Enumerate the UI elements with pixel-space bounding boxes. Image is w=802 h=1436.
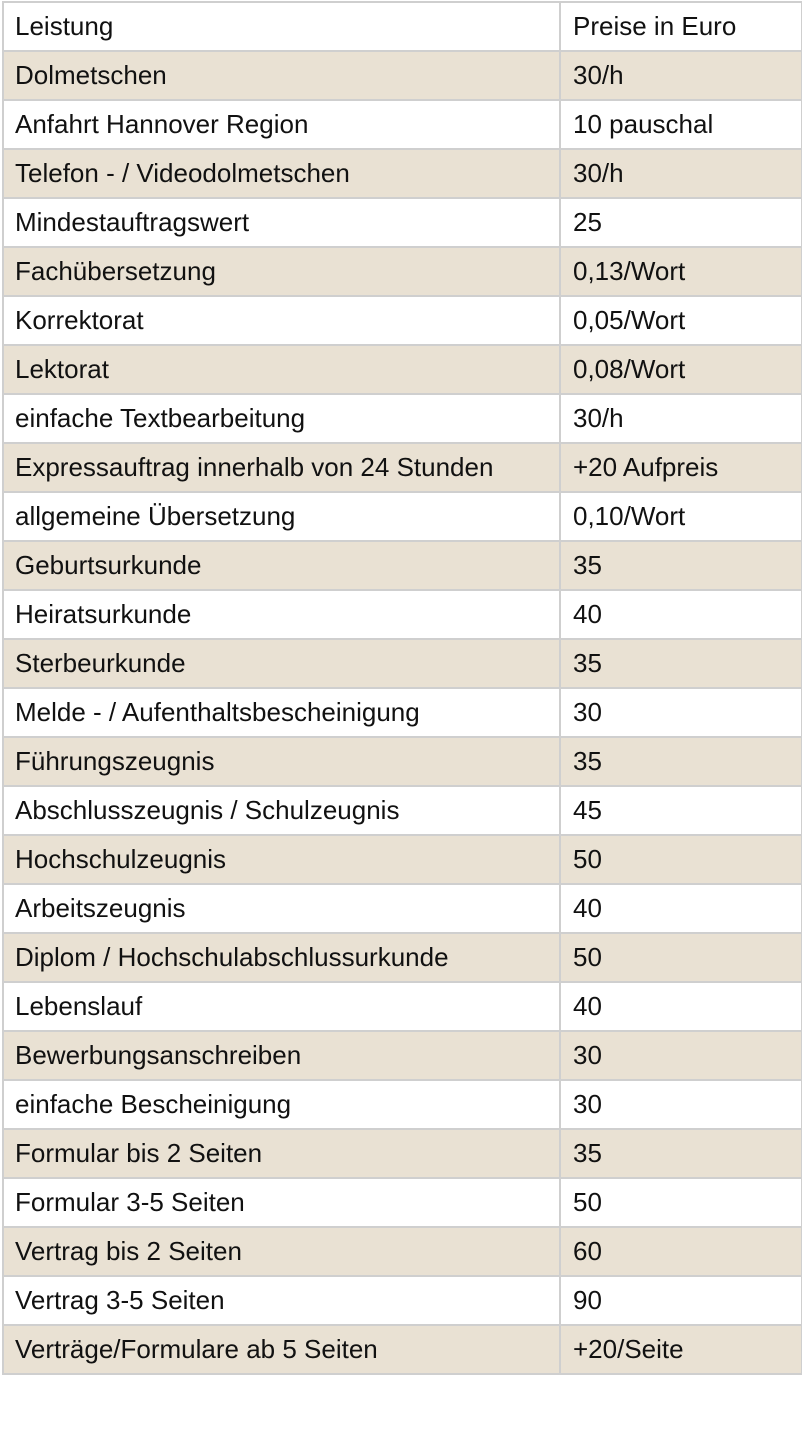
table-row bbox=[3, 786, 802, 835]
table-row bbox=[3, 688, 802, 737]
price-cell: 50 bbox=[560, 835, 802, 884]
table-row bbox=[3, 443, 802, 492]
price-cell: 35 bbox=[560, 737, 802, 786]
table-row bbox=[3, 1227, 802, 1276]
service-cell: Sterbeurkunde bbox=[3, 639, 560, 688]
service-cell: Formular 3-5 Seiten bbox=[3, 1178, 560, 1227]
service-cell: Vertrag bis 2 Seiten bbox=[3, 1227, 560, 1276]
service-cell: Vertrag 3-5 Seiten bbox=[3, 1276, 560, 1325]
service-cell: Melde - / Aufenthaltsbescheinigung bbox=[3, 688, 560, 737]
table-row bbox=[3, 884, 802, 933]
price-cell: 50 bbox=[560, 933, 802, 982]
table-row bbox=[3, 296, 802, 345]
service-cell: Mindestauftragswert bbox=[3, 198, 560, 247]
service-cell: Führungszeugnis bbox=[3, 737, 560, 786]
price-cell: 10 pauschal bbox=[560, 100, 802, 149]
service-cell: Diplom / Hochschulabschlussurkunde bbox=[3, 933, 560, 982]
table-row bbox=[3, 100, 802, 149]
price-cell: 60 bbox=[560, 1227, 802, 1276]
price-cell: 30/h bbox=[560, 149, 802, 198]
price-cell: 40 bbox=[560, 590, 802, 639]
service-cell: Lebenslauf bbox=[3, 982, 560, 1031]
table-row bbox=[3, 1080, 802, 1129]
table-row bbox=[3, 933, 802, 982]
table-row bbox=[3, 1129, 802, 1178]
table-row bbox=[3, 345, 802, 394]
price-cell: 0,08/Wort bbox=[560, 345, 802, 394]
price-cell: 0,05/Wort bbox=[560, 296, 802, 345]
service-cell: Telefon - / Videodolmetschen bbox=[3, 149, 560, 198]
table-row bbox=[3, 247, 802, 296]
service-cell: Bewerbungsanschreiben bbox=[3, 1031, 560, 1080]
price-cell: 40 bbox=[560, 982, 802, 1031]
service-cell: Geburtsurkunde bbox=[3, 541, 560, 590]
service-cell: Verträge/Formulare ab 5 Seiten bbox=[3, 1325, 560, 1374]
table-row bbox=[3, 590, 802, 639]
price-cell: 0,10/Wort bbox=[560, 492, 802, 541]
service-cell: Lektorat bbox=[3, 345, 560, 394]
service-cell: Korrektorat bbox=[3, 296, 560, 345]
service-cell: einfache Textbearbeitung bbox=[3, 394, 560, 443]
service-cell: Expressauftrag innerhalb von 24 Stunden bbox=[3, 443, 560, 492]
service-cell: Fachübersetzung bbox=[3, 247, 560, 296]
service-cell: allgemeine Übersetzung bbox=[3, 492, 560, 541]
price-cell: 30/h bbox=[560, 394, 802, 443]
price-cell: 30 bbox=[560, 688, 802, 737]
table-row bbox=[3, 1325, 802, 1374]
price-cell: +20/Seite bbox=[560, 1325, 802, 1374]
price-cell: 30 bbox=[560, 1031, 802, 1080]
table-row bbox=[3, 1178, 802, 1227]
service-cell: Dolmetschen bbox=[3, 51, 560, 100]
price-cell: 30/h bbox=[560, 51, 802, 100]
table-row bbox=[3, 639, 802, 688]
price-table bbox=[2, 1, 802, 1375]
header-service: Leistung bbox=[3, 2, 560, 51]
price-cell: 25 bbox=[560, 198, 802, 247]
service-cell: Heiratsurkunde bbox=[3, 590, 560, 639]
table-header-row bbox=[3, 2, 802, 51]
price-table-body bbox=[3, 2, 802, 1374]
service-cell: einfache Bescheinigung bbox=[3, 1080, 560, 1129]
price-cell: 35 bbox=[560, 639, 802, 688]
table-row bbox=[3, 541, 802, 590]
table-row bbox=[3, 982, 802, 1031]
table-row bbox=[3, 1031, 802, 1080]
price-cell: 35 bbox=[560, 541, 802, 590]
table-row bbox=[3, 198, 802, 247]
table-row bbox=[3, 1276, 802, 1325]
service-cell: Formular bis 2 Seiten bbox=[3, 1129, 560, 1178]
table-row bbox=[3, 394, 802, 443]
service-cell: Arbeitszeugnis bbox=[3, 884, 560, 933]
price-cell: 35 bbox=[560, 1129, 802, 1178]
price-cell: 30 bbox=[560, 1080, 802, 1129]
service-cell: Hochschulzeugnis bbox=[3, 835, 560, 884]
price-cell: 40 bbox=[560, 884, 802, 933]
table-row bbox=[3, 835, 802, 884]
table-row bbox=[3, 51, 802, 100]
service-cell: Abschlusszeugnis / Schulzeugnis bbox=[3, 786, 560, 835]
price-cell: 45 bbox=[560, 786, 802, 835]
price-cell: 0,13/Wort bbox=[560, 247, 802, 296]
table-row bbox=[3, 149, 802, 198]
service-cell: Anfahrt Hannover Region bbox=[3, 100, 560, 149]
header-price: Preise in Euro bbox=[560, 2, 802, 51]
table-row bbox=[3, 737, 802, 786]
price-cell: 90 bbox=[560, 1276, 802, 1325]
price-cell: +20 Aufpreis bbox=[560, 443, 802, 492]
table-row bbox=[3, 492, 802, 541]
price-cell: 50 bbox=[560, 1178, 802, 1227]
